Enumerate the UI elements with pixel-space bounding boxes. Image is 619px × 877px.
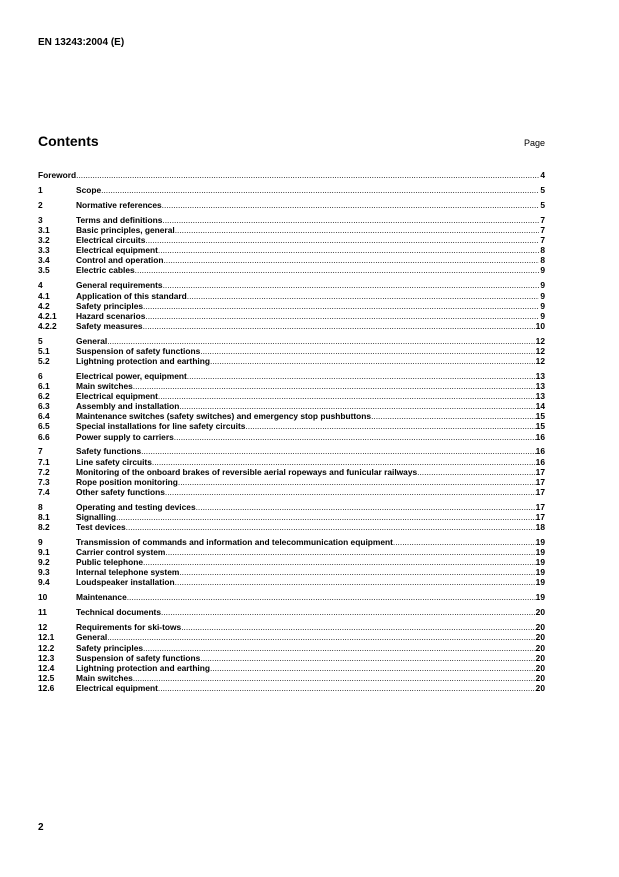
toc-entry-number: 12.3 (38, 652, 55, 663)
toc-entry-page: 12 (535, 355, 545, 366)
toc-entry-title: Suspension of safety functions (76, 652, 201, 663)
toc-entry-number: 9.3 (38, 567, 50, 578)
toc-entry-number: 3.3 (38, 245, 50, 256)
toc-entry-number: 11 (38, 607, 47, 618)
toc-entry-number: 4.1 (38, 290, 50, 301)
toc-entry-title: General (76, 632, 108, 643)
toc-entry-number: 3.5 (38, 265, 50, 276)
toc-entry-page: 9 (540, 280, 545, 291)
toc-entry-page: 5 (540, 199, 545, 210)
toc-entry-page: 12 (535, 335, 545, 346)
dot-leader (143, 321, 536, 331)
toc-entry-page: 20 (535, 642, 545, 653)
toc-group (38, 592, 545, 602)
toc-entry[interactable] (38, 457, 545, 467)
page-column-label: Page (523, 138, 545, 148)
toc-entry-page: 19 (535, 547, 545, 558)
toc-entry-number: 2 (38, 199, 43, 210)
toc-entry-title: Other safety functions (76, 486, 165, 497)
toc-entry-title: General requirements (76, 280, 163, 291)
toc-entry-number: 9.4 (38, 577, 50, 588)
toc-entry-page: 20 (535, 622, 545, 633)
toc-entry[interactable] (38, 477, 545, 487)
toc-entry-number: 1 (38, 184, 43, 195)
toc-entry-number: 12.6 (38, 682, 55, 693)
toc-entry[interactable] (38, 215, 545, 225)
toc-entry-title: Test devices (76, 522, 126, 533)
toc-entry-title: Application of this standard (76, 290, 187, 301)
toc-entry-page: 17 (535, 486, 545, 497)
dot-leader (145, 311, 539, 321)
toc-entry[interactable] (38, 487, 545, 497)
toc-entry-title: Basic principles, general (76, 225, 175, 236)
toc-entry[interactable] (38, 632, 545, 642)
toc-entry-page: 19 (535, 577, 545, 588)
toc-entry-title: Lightning protection and earthing (76, 662, 210, 673)
toc-entry-page: 13 (535, 370, 545, 381)
toc-entry-title: Electric cables (76, 265, 135, 276)
toc-entry-number: 12.4 (38, 662, 55, 673)
toc-entry[interactable] (38, 673, 545, 683)
toc-group (38, 607, 545, 617)
toc-entry-page: 9 (540, 300, 545, 311)
toc-entry-number: 7 (38, 446, 43, 457)
toc-entry-number: 12.5 (38, 672, 55, 683)
toc-entry-number: 8.1 (38, 511, 50, 522)
toc-entry-number: 5.1 (38, 345, 50, 356)
toc-entry-page: 4 (540, 170, 545, 180)
dot-leader (158, 683, 536, 693)
toc-entry-page: 20 (535, 682, 545, 693)
toc-entry-number: 6.2 (38, 391, 50, 402)
toc-group (38, 280, 545, 330)
toc-entry[interactable] (38, 200, 545, 210)
toc-entry[interactable] (38, 291, 545, 301)
dot-leader (126, 522, 536, 532)
toc-entry[interactable] (38, 622, 545, 632)
dot-leader (143, 643, 536, 653)
toc-entry[interactable] (38, 280, 545, 290)
toc-entry-page: 20 (535, 632, 545, 643)
toc-entry-title: Special installations for line safety circuits (76, 421, 246, 432)
toc-entry[interactable] (38, 421, 545, 431)
toc-entry-title: Suspension of safety functions (76, 345, 201, 356)
page-number: 2 (38, 822, 44, 833)
toc-group (38, 371, 545, 442)
dot-leader (175, 577, 536, 587)
dot-leader (210, 356, 536, 366)
toc-entry-number: 3 (38, 214, 43, 225)
toc-entry-number: 4.2 (38, 300, 50, 311)
toc-entry-page: 9 (540, 310, 545, 321)
dot-leader (178, 477, 536, 487)
dot-leader (135, 265, 539, 275)
toc-entry-number: 3.1 (38, 225, 50, 236)
toc-entry-page: 17 (535, 501, 545, 512)
toc-entry-page: 18 (535, 522, 545, 533)
toc-entry-title: Control and operation (76, 255, 164, 266)
toc-entry-page: 7 (540, 214, 545, 225)
toc-entry-title: Terms and definitions (76, 214, 163, 225)
toc-entry-page: 20 (535, 662, 545, 673)
toc-entry-page: 9 (540, 290, 545, 301)
toc-entry[interactable] (38, 592, 545, 602)
toc-entry-number: 4 (38, 280, 43, 291)
toc-entry[interactable] (38, 255, 545, 265)
toc-entry-number: 6.1 (38, 381, 50, 392)
toc-entry-title: Electrical circuits (76, 235, 146, 246)
toc-entry-title: Transmission of commands and information and telecommunication equipment (76, 537, 393, 548)
toc-entry[interactable] (38, 653, 545, 663)
toc-entry[interactable] (38, 643, 545, 653)
dot-leader (133, 381, 536, 391)
toc-entry-number: 7.3 (38, 476, 50, 487)
toc-entry[interactable] (38, 321, 545, 331)
dot-leader (158, 391, 536, 401)
toc-entry-title: Lightning protection and earthing (76, 355, 210, 366)
toc-entry[interactable] (38, 265, 545, 275)
toc-entry[interactable] (38, 245, 545, 255)
toc-entry-page: 8 (540, 245, 545, 256)
toc-entry[interactable] (38, 522, 545, 532)
toc-entry-title: Main switches (76, 672, 133, 683)
dot-leader (107, 632, 535, 642)
dot-leader (162, 200, 539, 210)
toc-entry-page: 20 (535, 607, 545, 618)
toc-group (38, 200, 545, 210)
toc-entry-title: Maintenance (76, 592, 127, 603)
toc-entry-title: Electrical equipment (76, 245, 158, 256)
toc-entry[interactable] (38, 346, 545, 356)
toc-entry-title: Safety functions (76, 446, 142, 457)
toc-entry[interactable] (38, 170, 545, 180)
toc-entry[interactable] (38, 411, 545, 421)
dot-leader (145, 235, 539, 245)
toc-entry-number: 9.1 (38, 547, 50, 558)
toc-entry-number: 10 (38, 592, 48, 603)
toc-entry[interactable] (38, 301, 545, 311)
toc-entry-number: 7.2 (38, 466, 50, 477)
toc-entry[interactable] (38, 235, 545, 245)
toc-entry[interactable] (38, 356, 545, 366)
dot-leader (371, 411, 536, 421)
dot-leader (133, 673, 536, 683)
toc-entry-number: 7.1 (38, 456, 50, 467)
dot-leader (165, 487, 536, 497)
dot-leader (417, 467, 536, 477)
toc-entry-number: 9 (38, 537, 43, 548)
toc-entry[interactable] (38, 432, 545, 442)
toc-entry-title: Maintenance switches (safety switches) and emergency stop pushbuttons (76, 411, 372, 422)
table-of-contents (38, 170, 545, 698)
toc-entry[interactable] (38, 371, 545, 381)
toc-entry-number: 6.4 (38, 411, 50, 422)
toc-entry-title: Normative references (76, 199, 162, 210)
toc-entry-page: 15 (535, 411, 545, 422)
toc-entry-number: 6.5 (38, 421, 50, 432)
toc-entry-page: 17 (535, 476, 545, 487)
toc-group (38, 622, 545, 693)
toc-entry-number: 9.2 (38, 557, 50, 568)
toc-entry-page: 8 (540, 255, 545, 266)
toc-entry-title: General (76, 335, 108, 346)
toc-entry-title: Assembly and installation (76, 401, 180, 412)
toc-entry-title: Foreword (38, 170, 77, 180)
dot-leader (127, 592, 536, 602)
dot-leader (187, 371, 536, 381)
dot-leader (196, 502, 536, 512)
toc-entry-number: 6.6 (38, 431, 50, 442)
toc-entry-number: 5 (38, 335, 43, 346)
toc-entry-page: 15 (535, 421, 545, 432)
toc-entry-title: Loudspeaker installation (76, 577, 175, 588)
toc-entry-page: 10 (535, 320, 545, 331)
toc-entry[interactable] (38, 381, 545, 391)
toc-entry-page: 19 (535, 557, 545, 568)
dot-leader (152, 457, 536, 467)
dot-leader (174, 432, 536, 442)
toc-entry[interactable] (38, 683, 545, 693)
toc-entry-page: 14 (535, 401, 545, 412)
toc-entry-title: Main switches (76, 381, 133, 392)
dot-leader (200, 346, 535, 356)
toc-entry-page: 19 (535, 537, 545, 548)
toc-entry[interactable] (38, 225, 545, 235)
toc-entry-page: 16 (535, 431, 545, 442)
dot-leader (143, 301, 539, 311)
toc-entry-title: Operating and testing devices (76, 501, 196, 512)
toc-entry[interactable] (38, 391, 545, 401)
toc-entry-number: 4.2.1 (38, 310, 57, 321)
toc-entry-title: Requirements for ski-tows (76, 622, 182, 633)
toc-entry-page: 19 (535, 567, 545, 578)
toc-entry-title: Power supply to carriers (76, 431, 174, 442)
toc-entry-title: Internal telephone system (76, 567, 180, 578)
toc-entry-title: Safety principles (76, 300, 144, 311)
toc-entry[interactable] (38, 663, 545, 673)
dot-leader (393, 537, 536, 547)
dot-leader (162, 215, 539, 225)
toc-entry-number: 12 (38, 622, 48, 633)
dot-leader (76, 170, 539, 180)
toc-entry-number: 5.2 (38, 355, 50, 366)
toc-entry-page: 20 (535, 652, 545, 663)
toc-entry[interactable] (38, 311, 545, 321)
toc-entry-number: 6.3 (38, 401, 50, 412)
toc-entry-page: 7 (540, 235, 545, 246)
toc-group (38, 215, 545, 276)
toc-entry-number: 3.4 (38, 255, 50, 266)
toc-group (38, 336, 545, 366)
toc-entry[interactable] (38, 401, 545, 411)
toc-entry-number: 8.2 (38, 522, 50, 533)
toc-entry[interactable] (38, 185, 545, 195)
toc-entry-title: Public telephone (76, 557, 144, 568)
dot-leader (158, 245, 539, 255)
toc-entry-number: 6 (38, 370, 43, 381)
toc-entry-title: Safety measures (76, 320, 143, 331)
toc-entry[interactable] (38, 446, 545, 456)
dot-leader (107, 336, 535, 346)
toc-entry-page: 16 (535, 446, 545, 457)
toc-entry-title: Electrical equipment (76, 391, 158, 402)
toc-entry-page: 13 (535, 381, 545, 392)
toc-entry[interactable] (38, 577, 545, 587)
toc-entry-page: 12 (535, 345, 545, 356)
toc-entry-number: 7.4 (38, 486, 50, 497)
toc-entry-title: Safety principles (76, 642, 144, 653)
toc-entry[interactable] (38, 607, 545, 617)
toc-group (38, 170, 545, 180)
toc-entry-title: Technical documents (76, 607, 162, 618)
dot-leader (165, 547, 535, 557)
toc-entry-number: 3.2 (38, 235, 50, 246)
toc-entry-page: 13 (535, 391, 545, 402)
toc-entry[interactable] (38, 547, 545, 557)
dot-leader (179, 567, 535, 577)
toc-entry-title: Line safety circuits (76, 456, 152, 467)
dot-leader (179, 401, 535, 411)
toc-group (38, 502, 545, 532)
contents-title: Contents (38, 133, 99, 149)
toc-entry-number: 4.2.2 (38, 320, 57, 331)
toc-entry[interactable] (38, 557, 545, 567)
toc-group (38, 446, 545, 496)
dot-leader (175, 225, 539, 235)
dot-leader (163, 255, 539, 265)
toc-entry-title: Electrical equipment (76, 682, 158, 693)
dot-leader (181, 622, 535, 632)
dot-leader (163, 280, 539, 290)
toc-group (38, 537, 545, 587)
dot-leader (161, 607, 536, 617)
dot-leader (210, 663, 536, 673)
dot-leader (141, 446, 536, 456)
toc-entry-page: 5 (540, 184, 545, 195)
document-id-header: EN 13243:2004 (E) (38, 37, 125, 48)
dot-leader (187, 291, 539, 301)
toc-entry-page: 20 (535, 672, 545, 683)
toc-entry[interactable] (38, 537, 545, 547)
toc-entry-page: 19 (535, 592, 545, 603)
toc-entry-title: Scope (76, 184, 102, 195)
toc-entry-page: 16 (535, 456, 545, 467)
toc-entry-number: 8 (38, 501, 43, 512)
toc-entry[interactable] (38, 502, 545, 512)
toc-entry-page: 17 (535, 511, 545, 522)
dot-leader (101, 185, 539, 195)
dot-leader (200, 653, 535, 663)
toc-entry-title: Electrical power, equipment (76, 370, 187, 381)
toc-entry[interactable] (38, 336, 545, 346)
toc-entry-page: 9 (540, 265, 545, 276)
toc-entry[interactable] (38, 512, 545, 522)
dot-leader (143, 557, 536, 567)
dot-leader (116, 512, 536, 522)
dot-leader (245, 421, 535, 431)
toc-entry-title: Rope position monitoring (76, 476, 178, 487)
toc-entry-page: 17 (535, 466, 545, 477)
toc-entry-title: Hazard scenarios (76, 310, 146, 321)
toc-entry-title: Monitoring of the onboard brakes of reversible aerial ropeways and funicular railways (76, 466, 418, 477)
toc-entry[interactable] (38, 567, 545, 577)
toc-entry-number: 12.2 (38, 642, 55, 653)
toc-entry[interactable] (38, 467, 545, 477)
toc-entry-title: Signalling (76, 511, 117, 522)
toc-entry-page: 7 (540, 225, 545, 236)
toc-group (38, 185, 545, 195)
toc-entry-number: 12.1 (38, 632, 55, 643)
toc-entry-title: Carrier control system (76, 547, 166, 558)
